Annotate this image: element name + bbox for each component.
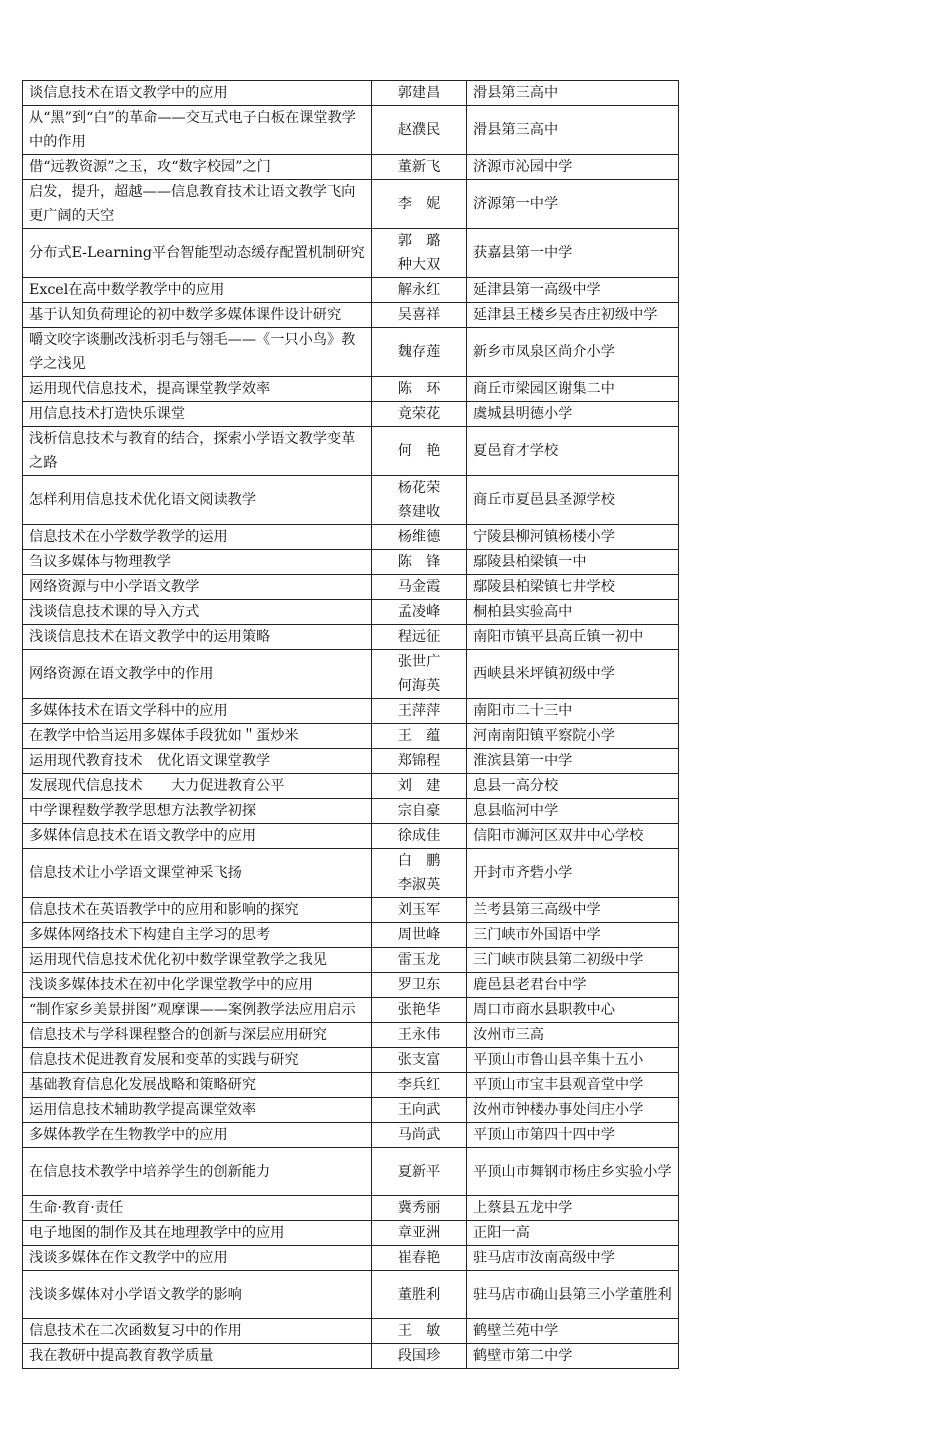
paper-title: 基于认知负荷理论的初中数学多媒体课件设计研究 [23,303,372,328]
table-row [23,898,679,923]
paper-organization: 济源市沁园中学 [467,155,679,180]
table-row [23,1246,679,1271]
paper-author: 白 鹏 李淑英 [372,849,467,898]
paper-title: 分布式E-Learning平台智能型动态缓存配置机制研究 [23,229,372,278]
paper-title: 运用信息技术辅助教学提高课堂效率 [23,1098,372,1123]
paper-organization: 开封市齐砦小学 [467,849,679,898]
paper-title: 我在教研中提高教育教学质量 [23,1344,372,1369]
paper-title: 多媒体技术在语文学科中的应用 [23,699,372,724]
paper-author: 陈 锋 [372,550,467,575]
paper-author: 张支富 [372,1048,467,1073]
paper-organization: 鹤壁兰苑中学 [467,1319,679,1344]
paper-organization: 鹤壁市第二中学 [467,1344,679,1369]
paper-organization: 上蔡县五龙中学 [467,1196,679,1221]
paper-title: 信息技术在小学数学教学的运用 [23,525,372,550]
paper-author: 魏存莲 [372,328,467,377]
paper-organization: 南阳市二十三中 [467,699,679,724]
paper-organization: 信阳市浉河区双井中心学校 [467,824,679,849]
paper-title: 从“黑”到“白”的革命——交互式电子白板在课堂教学中的作用 [23,106,372,155]
paper-title: 网络资源在语文教学中的作用 [23,650,372,699]
paper-author: 周世峰 [372,923,467,948]
paper-organization: 周口市商水县职教中心 [467,998,679,1023]
table-row [23,799,679,824]
paper-organization: 息县临河中学 [467,799,679,824]
paper-title: 网络资源与中小学语文教学 [23,575,372,600]
paper-organization: 滑县第三高中 [467,106,679,155]
paper-author: 李 妮 [372,180,467,229]
paper-organization: 滑县第三高中 [467,81,679,106]
paper-title: 嚼文咬字谈删改浅析羽毛与翎毛——《一只小鸟》教学之浅见 [23,328,372,377]
paper-title: 发展现代信息技术 大力促进教育公平 [23,774,372,799]
table-row [23,377,679,402]
paper-title: 多媒体信息技术在语文教学中的应用 [23,824,372,849]
paper-author: 杨花荣 蔡建收 [372,476,467,525]
paper-author: 宗自豪 [372,799,467,824]
paper-organization: 商丘市梁园区谢集二中 [467,377,679,402]
paper-title: 怎样利用信息技术优化语文阅读教学 [23,476,372,525]
paper-organization: 宁陵县柳河镇杨楼小学 [467,525,679,550]
paper-title: 信息技术在二次函数复习中的作用 [23,1319,372,1344]
paper-author: 马尚武 [372,1123,467,1148]
paper-list-table [22,80,679,1369]
table-row [23,724,679,749]
table-row [23,1098,679,1123]
paper-title: 浅谈多媒体技术在初中化学课堂教学中的应用 [23,973,372,998]
paper-organization: 新乡市凤泉区尚介小学 [467,328,679,377]
paper-organization: 延津县第一高级中学 [467,278,679,303]
paper-title: 基础教育信息化发展战略和策略研究 [23,1073,372,1098]
paper-author: 夏新平 [372,1148,467,1196]
paper-title: 借“远教资源”之玉，攻“数字校园”之门 [23,155,372,180]
paper-title: 浅谈多媒体对小学语文教学的影响 [23,1271,372,1319]
paper-organization: 正阳一高 [467,1221,679,1246]
paper-organization: 鹿邑县老君台中学 [467,973,679,998]
paper-title: 电子地图的制作及其在地理教学中的应用 [23,1221,372,1246]
table-row [23,1271,679,1319]
table-row [23,525,679,550]
paper-organization: 驻马店市确山县第三小学董胜利 [467,1271,679,1319]
paper-author: 刘玉军 [372,898,467,923]
table-row [23,402,679,427]
table-row [23,476,679,525]
paper-organization: 三门峡市外国语中学 [467,923,679,948]
paper-title: 刍议多媒体与物理教学 [23,550,372,575]
table-row [23,303,679,328]
paper-organization: 鄢陵县柏梁镇一中 [467,550,679,575]
paper-author: 段国珍 [372,1344,467,1369]
paper-organization: 获嘉县第一中学 [467,229,679,278]
paper-title: 用信息技术打造快乐课堂 [23,402,372,427]
paper-title: 信息技术在英语教学中的应用和影响的探究 [23,898,372,923]
paper-organization: 平顶山市鲁山县辛集十五小 [467,1048,679,1073]
table-row [23,575,679,600]
paper-author: 程远征 [372,625,467,650]
paper-organization: 驻马店市汝南高级中学 [467,1246,679,1271]
table-row [23,1196,679,1221]
paper-title: 运用现代信息技术优化初中数学课堂教学之我见 [23,948,372,973]
paper-author: 徐成佳 [372,824,467,849]
paper-organization: 鄢陵县柏梁镇七井学校 [467,575,679,600]
paper-author: 何 艳 [372,427,467,476]
paper-author: 解永红 [372,278,467,303]
paper-author: 张艳华 [372,998,467,1023]
paper-title: 多媒体教学在生物教学中的应用 [23,1123,372,1148]
table-row [23,948,679,973]
paper-author: 王向武 [372,1098,467,1123]
table-row [23,155,679,180]
table-row [23,699,679,724]
paper-author: 赵濮民 [372,106,467,155]
paper-title: 运用现代信息技术，提高课堂教学效率 [23,377,372,402]
table-row [23,81,679,106]
paper-organization: 济源第一中学 [467,180,679,229]
table-row [23,650,679,699]
paper-title: 浅谈信息技术在语文教学中的运用策略 [23,625,372,650]
paper-author: 孟凌峰 [372,600,467,625]
paper-organization: 平顶山市宝丰县观音堂中学 [467,1073,679,1098]
paper-organization: 淮滨县第一中学 [467,749,679,774]
paper-author: 章亚洲 [372,1221,467,1246]
table-row [23,849,679,898]
table-row [23,1123,679,1148]
paper-author: 张世广 何海英 [372,650,467,699]
paper-organization: 桐柏县实验高中 [467,600,679,625]
paper-title: 信息技术与学科课程整合的创新与深层应用研究 [23,1023,372,1048]
paper-author: 王萍萍 [372,699,467,724]
paper-organization: 兰考县第三高级中学 [467,898,679,923]
table-row [23,229,679,278]
table-row [23,328,679,377]
table-row [23,427,679,476]
table-row [23,973,679,998]
table-row [23,824,679,849]
paper-list-body [23,81,679,1369]
paper-organization: 息县一高分校 [467,774,679,799]
paper-title: 启发，提升，超越——信息教育技术让语文教学飞向更广阔的天空 [23,180,372,229]
table-row [23,998,679,1023]
table-row [23,180,679,229]
paper-author: 董胜利 [372,1271,467,1319]
paper-title: 在教学中恰当运用多媒体手段犹如＂蛋炒米 [23,724,372,749]
paper-title: 生命·教育·责任 [23,1196,372,1221]
paper-author: 王 蕴 [372,724,467,749]
paper-author: 郭 璐 种大双 [372,229,467,278]
table-row [23,1073,679,1098]
paper-organization: 商丘市夏邑县圣源学校 [467,476,679,525]
table-row [23,774,679,799]
paper-organization: 西峡县米坪镇初级中学 [467,650,679,699]
paper-title: 浅谈信息技术课的导入方式 [23,600,372,625]
paper-author: 吴喜祥 [372,303,467,328]
paper-author: 崔春艳 [372,1246,467,1271]
table-row [23,600,679,625]
paper-title: 谈信息技术在语文教学中的应用 [23,81,372,106]
paper-title: “制作家乡美景拼图”观摩课——案例教学法应用启示 [23,998,372,1023]
paper-organization: 延津县王楼乡吴杏庄初级中学 [467,303,679,328]
paper-author: 王 敏 [372,1319,467,1344]
paper-title: 运用现代教育技术 优化语文课堂教学 [23,749,372,774]
paper-author: 杨维德 [372,525,467,550]
paper-author: 董新飞 [372,155,467,180]
paper-organization: 汝州市钟楼办事处闫庄小学 [467,1098,679,1123]
paper-author: 郑锦程 [372,749,467,774]
paper-title: 浅析信息技术与教育的结合，探索小学语文教学变革之路 [23,427,372,476]
table-row [23,625,679,650]
table-row [23,550,679,575]
paper-title: 多媒体网络技术下构建自主学习的思考 [23,923,372,948]
paper-author: 郭建昌 [372,81,467,106]
table-row [23,106,679,155]
paper-author: 李兵红 [372,1073,467,1098]
table-row [23,1319,679,1344]
paper-author: 罗卫东 [372,973,467,998]
table-row [23,1148,679,1196]
table-row [23,1023,679,1048]
paper-author: 刘 建 [372,774,467,799]
paper-author: 王永伟 [372,1023,467,1048]
paper-author: 雷玉龙 [372,948,467,973]
paper-author: 马金霞 [372,575,467,600]
table-row [23,749,679,774]
table-row [23,923,679,948]
paper-title: 信息技术让小学语文课堂神采飞扬 [23,849,372,898]
paper-author: 冀秀丽 [372,1196,467,1221]
paper-title: 浅谈多媒体在作文教学中的应用 [23,1246,372,1271]
paper-organization: 平顶山市舞钢市杨庄乡实验小学 [467,1148,679,1196]
paper-organization: 三门峡市陕县第二初级中学 [467,948,679,973]
table-row [23,1344,679,1369]
table-row [23,1048,679,1073]
paper-organization: 河南南阳镇平察院小学 [467,724,679,749]
table-row [23,278,679,303]
paper-author: 竟荣花 [372,402,467,427]
paper-title: 在信息技术教学中培养学生的创新能力 [23,1148,372,1196]
paper-author: 陈 环 [372,377,467,402]
paper-title: Excel在高中数学教学中的应用 [23,278,372,303]
paper-organization: 汝州市三高 [467,1023,679,1048]
paper-organization: 虞城县明德小学 [467,402,679,427]
paper-title: 信息技术促进教育发展和变革的实践与研究 [23,1048,372,1073]
paper-organization: 南阳市镇平县高丘镇一初中 [467,625,679,650]
paper-title: 中学课程数学教学思想方法教学初探 [23,799,372,824]
table-row [23,1221,679,1246]
paper-organization: 平顶山市第四十四中学 [467,1123,679,1148]
paper-organization: 夏邑育才学校 [467,427,679,476]
